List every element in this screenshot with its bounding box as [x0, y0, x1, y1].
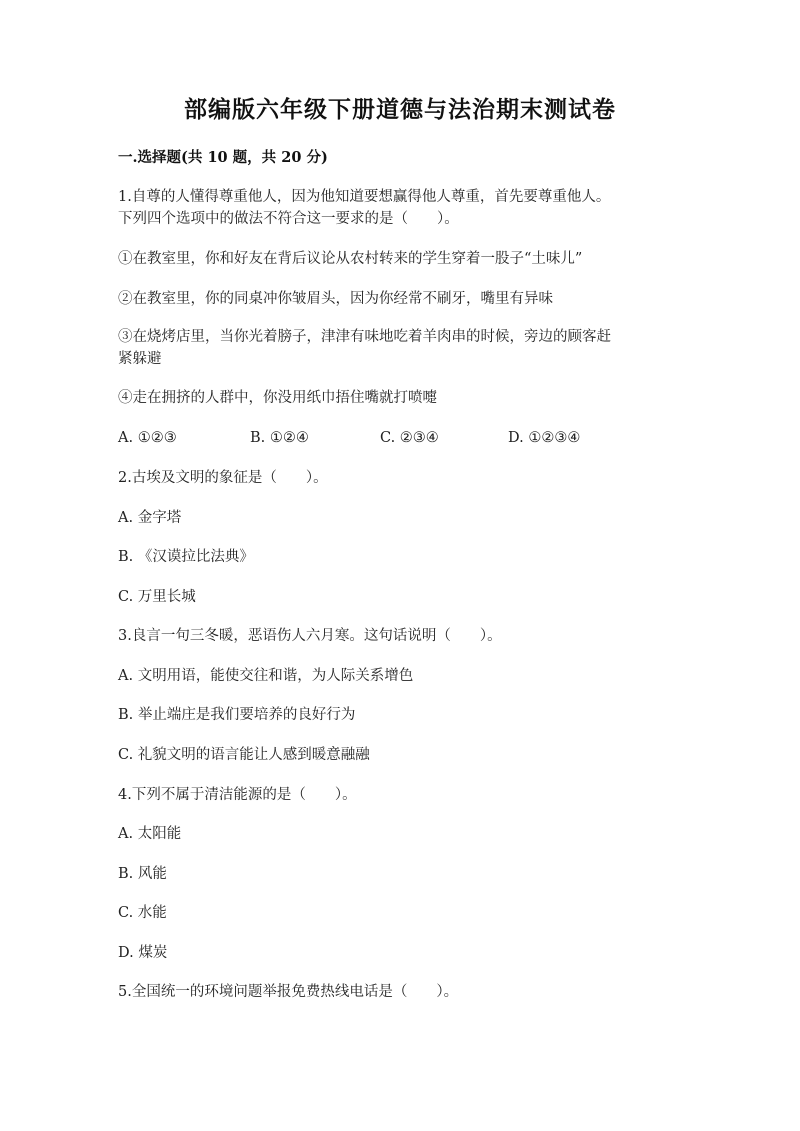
- question-2-stem: 2.古埃及文明的象征是（ ）。: [118, 470, 328, 486]
- question-4-option-b: B. 风能: [118, 866, 167, 882]
- question-1-item-3-line-1: ③在烧烤店里，当你光着膀子，津津有味地吃着羊肉串的时候，旁边的顾客赶: [118, 329, 611, 345]
- question-1-option-d: D. ①②③④: [508, 430, 581, 446]
- question-1-options: [118, 427, 678, 449]
- question-1-option-b: B. ①②④: [250, 430, 309, 446]
- question-4-option-c: C. 水能: [118, 905, 167, 921]
- question-3-option-c: C. 礼貌文明的语言能让人感到暖意融融: [118, 747, 370, 763]
- question-4-option-a: A. 太阳能: [118, 826, 182, 842]
- question-2-option-b: B. 《汉谟拉比法典》: [118, 549, 254, 565]
- question-1-stem-line-2: 下列四个选项中的做法不符合这一要求的是（ ）。: [118, 211, 459, 227]
- question-1-item-2: ②在教室里，你的同桌冲你皱眉头，因为你经常不刷牙，嘴里有异味: [118, 291, 553, 307]
- question-5-stem: 5.全国统一的环境问题举报免费热线电话是（ ）。: [118, 984, 459, 1000]
- question-1-item-3-line-2: 紧躲避: [118, 351, 162, 367]
- page-title: 部编版六年级下册道德与法治期末测试卷: [184, 96, 616, 123]
- question-3-option-a: A. 文明用语，能使交往和谐，为人际关系增色: [118, 668, 414, 684]
- section-heading: 一.选择题(共 10 题，共 20 分): [118, 149, 328, 166]
- question-4-stem: 4.下列不属于清洁能源的是（ ）。: [118, 787, 357, 803]
- question-3-option-b: B. 举止端庄是我们要培养的良好行为: [118, 707, 356, 723]
- question-1-item-1: ①在教室里，你和好友在背后议论从农村转来的学生穿着一股子“土味儿”: [118, 251, 583, 267]
- question-3-stem: 3.良言一句三冬暖，恶语伤人六月寒。这句话说明（ ）。: [118, 628, 502, 644]
- question-2-option-a: A. 金字塔: [118, 510, 182, 526]
- question-1-item-4: ④走在拥挤的人群中，你没用纸巾捂住嘴就打喷嚏: [118, 390, 437, 406]
- question-4-option-d: D. 煤炭: [118, 945, 168, 961]
- question-1-option-c: C. ②③④: [380, 430, 439, 446]
- question-1-option-a: A. ①②③: [118, 430, 177, 446]
- question-1-stem-line-1: 1.自尊的人懂得尊重他人，因为他知道要想赢得他人尊重，首先要尊重他人。: [118, 189, 611, 205]
- question-2-option-c: C. 万里长城: [118, 589, 196, 605]
